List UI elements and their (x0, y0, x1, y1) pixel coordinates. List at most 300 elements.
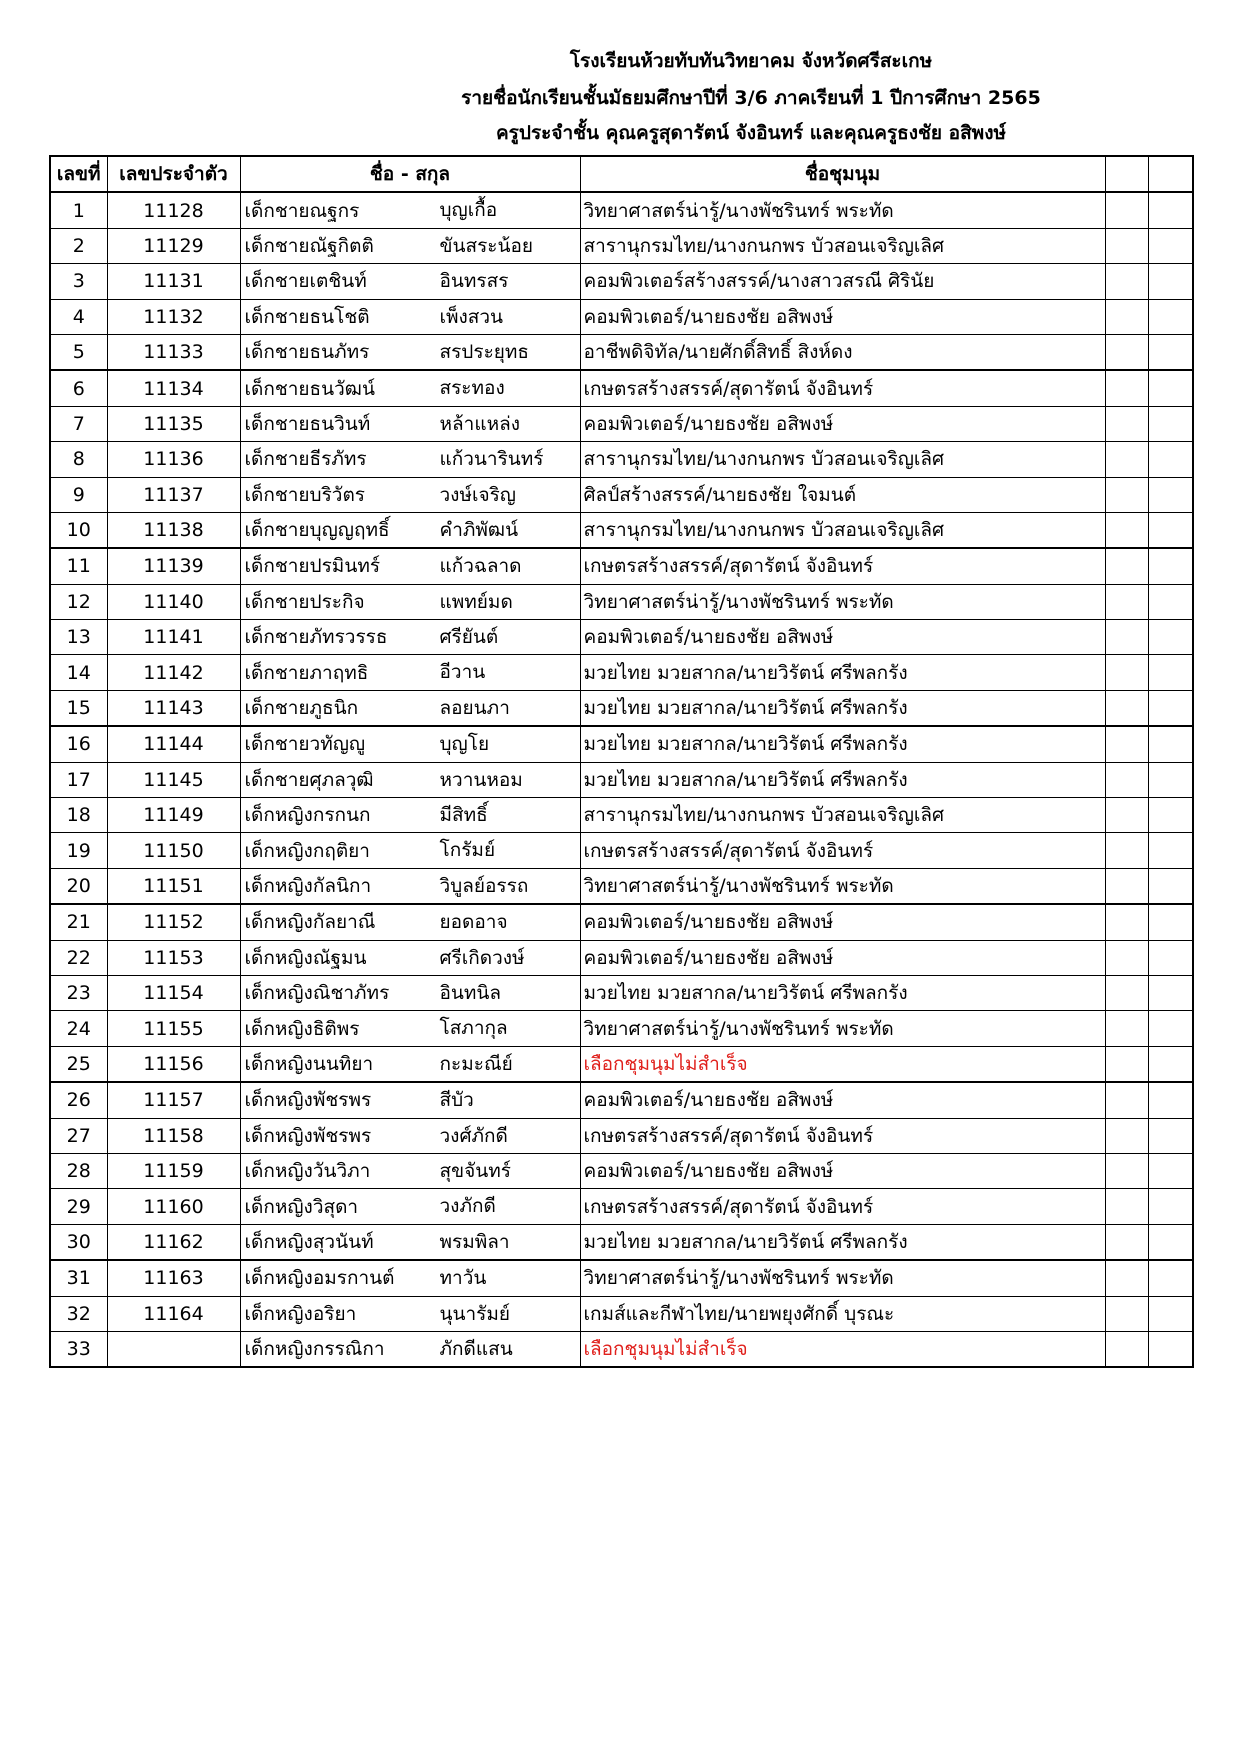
first-name: เด็กชายปรมินทร์ (244, 555, 381, 578)
first-name: เด็กหญิงกรกนก (244, 804, 371, 827)
row-number: 16 (50, 726, 107, 762)
check-cell-1 (1105, 406, 1148, 441)
check-cell-1 (1105, 548, 1148, 584)
student-id: 11129 (107, 228, 240, 263)
club-name: คอมพิวเตอร์/นายธงชัย อสิพงษ์ (580, 1082, 1105, 1118)
club-name: สารานุกรมไทย/นางกนกพร บัวสอนเจริญเลิศ (580, 228, 1105, 263)
first-name: เด็กชายธีรภัทร (244, 448, 367, 471)
check-cell-2 (1148, 406, 1193, 441)
student-name (240, 1296, 580, 1331)
check-cell-1 (1105, 1260, 1148, 1296)
row-number: 15 (50, 690, 107, 726)
club-name: อาชีพดิจิทัล/นายศักดิ์สิทธิ์ สิงห์ดง (580, 334, 1105, 370)
last-name: ยอดอาจ (439, 911, 508, 934)
student-id: 11162 (107, 1224, 240, 1260)
student-name (240, 192, 580, 228)
student-id: 11160 (107, 1189, 240, 1224)
club-name: วิทยาศาสตร์น่ารู้/นางพัชรินทร์ พระทัด (580, 192, 1105, 228)
first-name: เด็กชายธนวินท์ (244, 412, 371, 435)
club-name: มวยไทย มวยสากล/นายวิรัตน์ ศรีพลกรัง (580, 975, 1105, 1010)
student-name (240, 762, 580, 797)
col-header-student-id: เลขประจำตัว (107, 156, 240, 192)
student-name (240, 1189, 580, 1224)
check-cell-1 (1105, 904, 1148, 940)
homeroom-teachers: ครูประจำชั้น คุณครูสุดารัตน์ จังอินทร์ และคุณครูธงชัย อสิพงษ์ (495, 122, 1007, 144)
check-cell-1 (1105, 1118, 1148, 1153)
student-name (240, 1118, 580, 1153)
row-number: 28 (50, 1153, 107, 1188)
check-cell-1 (1105, 264, 1148, 299)
first-name: เด็กชายภัทรวรรธ (244, 626, 388, 649)
table-row (50, 762, 1193, 797)
student-id: 11151 (107, 868, 240, 904)
check-cell-1 (1105, 1224, 1148, 1260)
check-cell-2 (1148, 1331, 1193, 1367)
table-row (50, 690, 1193, 726)
last-name: แพทย์มด (439, 590, 513, 613)
last-name: วงษ์เจริญ (439, 483, 516, 506)
student-id: 11132 (107, 299, 240, 334)
table-row (50, 1153, 1193, 1188)
student-id: 11128 (107, 192, 240, 228)
check-cell-1 (1105, 584, 1148, 619)
first-name: เด็กชายธนภัทร (244, 341, 370, 364)
student-id: 11152 (107, 904, 240, 940)
club-name: คอมพิวเตอร์/นายธงชัย อสิพงษ์ (580, 406, 1105, 441)
student-name (240, 975, 580, 1010)
club-name: คอมพิวเตอร์/นายธงชัย อสิพงษ์ (580, 904, 1105, 940)
check-cell-2 (1148, 334, 1193, 370)
check-cell-2 (1148, 584, 1193, 619)
club-name: เกมส์และกีฬาไทย/นายพยุงศักดิ์ บุรณะ (580, 1296, 1105, 1331)
student-id: 11138 (107, 512, 240, 548)
last-name: แก้วฉลาด (439, 555, 522, 578)
first-name: เด็กชายธนโชติ (244, 305, 370, 328)
student-id: 11133 (107, 334, 240, 370)
table-row (50, 584, 1193, 619)
row-number: 3 (50, 264, 107, 299)
student-name (240, 442, 580, 477)
last-name: วงศ์ภักดี (439, 1124, 508, 1147)
first-name: เด็กชายภาฤทธิ (244, 661, 369, 684)
row-number: 13 (50, 620, 107, 655)
student-id: 11144 (107, 726, 240, 762)
row-number: 5 (50, 334, 107, 370)
check-cell-1 (1105, 1331, 1148, 1367)
check-cell-1 (1105, 726, 1148, 762)
check-cell-1 (1105, 334, 1148, 370)
row-number: 32 (50, 1296, 107, 1331)
last-name: สรประยุทธ (439, 340, 530, 363)
student-id: 11156 (107, 1046, 240, 1082)
last-name: สีบัว (439, 1089, 474, 1112)
col-header-name: ชื่อ - สกุล (240, 156, 580, 192)
row-number: 9 (50, 477, 107, 512)
student-id: 11150 (107, 833, 240, 868)
club-name: วิทยาศาสตร์น่ารู้/นางพัชรินทร์ พระทัด (580, 868, 1105, 904)
club-name: คอมพิวเตอร์/นายธงชัย อสิพงษ์ (580, 620, 1105, 655)
last-name: อินทรสร (439, 270, 509, 293)
last-name: ขันสระน้อย (439, 234, 534, 257)
club-name: มวยไทย มวยสากล/นายวิรัตน์ ศรีพลกรัง (580, 726, 1105, 762)
table-row (50, 264, 1193, 299)
club-name: วิทยาศาสตร์น่ารู้/นางพัชรินทร์ พระทัด (580, 1011, 1105, 1046)
first-name: เด็กหญิงอริยา (244, 1302, 357, 1325)
table-row (50, 1011, 1193, 1046)
class-list-title: รายชื่อนักเรียนชั้นมัธยมศึกษาปีที่ 3/6 ภาคเรียนที่ 1 ปีการศึกษา 2565 (461, 87, 1041, 109)
student-id: 11157 (107, 1082, 240, 1118)
student-id: 11149 (107, 798, 240, 833)
last-name: หวานหอม (439, 768, 523, 791)
check-cell-2 (1148, 655, 1193, 690)
check-cell-1 (1105, 798, 1148, 833)
table-row (50, 406, 1193, 441)
student-name (240, 1153, 580, 1188)
student-id: 11134 (107, 370, 240, 406)
check-cell-2 (1148, 228, 1193, 263)
check-cell-1 (1105, 442, 1148, 477)
row-number: 29 (50, 1189, 107, 1224)
check-cell-1 (1105, 833, 1148, 868)
student-name (240, 868, 580, 904)
check-cell-1 (1105, 655, 1148, 690)
first-name: เด็กชายศุภลวุฒิ (244, 768, 374, 791)
club-name: เกษตรสร้างสรรค์/สุดารัตน์ จังอินทร์ (580, 1189, 1105, 1224)
club-name: สารานุกรมไทย/นางกนกพร บัวสอนเจริญเลิศ (580, 798, 1105, 833)
check-cell-1 (1105, 1046, 1148, 1082)
first-name: เด็กชายเตชินท์ (244, 270, 367, 293)
check-cell-1 (1105, 975, 1148, 1010)
student-name (240, 655, 580, 690)
check-cell-2 (1148, 833, 1193, 868)
club-name: เกษตรสร้างสรรค์/สุดารัตน์ จังอินทร์ (580, 1118, 1105, 1153)
check-cell-2 (1148, 1296, 1193, 1331)
row-number: 24 (50, 1011, 107, 1046)
table-row (50, 299, 1193, 334)
row-number: 14 (50, 655, 107, 690)
school-title: โรงเรียนห้วยทับทันวิทยาคม จังหวัดศรีสะเกษ (569, 50, 933, 72)
last-name: สระทอง (439, 377, 505, 400)
table-row (50, 1118, 1193, 1153)
student-name (240, 1046, 580, 1082)
student-name (240, 1331, 580, 1367)
first-name: เด็กชายประกิจ (244, 590, 365, 613)
check-cell-2 (1148, 1011, 1193, 1046)
club-name: เกษตรสร้างสรรค์/สุดารัตน์ จังอินทร์ (580, 548, 1105, 584)
row-number: 26 (50, 1082, 107, 1118)
row-number: 10 (50, 512, 107, 548)
table-row (50, 975, 1193, 1010)
student-name (240, 690, 580, 726)
last-name: ศรียันต์ (439, 626, 499, 649)
table-row (50, 1260, 1193, 1296)
last-name: วงภักดี (439, 1195, 496, 1218)
club-name: มวยไทย มวยสากล/นายวิรัตน์ ศรีพลกรัง (580, 762, 1105, 797)
first-name: เด็กหญิงอมรกานต์ (244, 1267, 395, 1290)
check-cell-2 (1148, 1046, 1193, 1082)
last-name: นุนารัมย์ (439, 1302, 511, 1325)
row-number: 8 (50, 442, 107, 477)
row-number: 20 (50, 868, 107, 904)
check-cell-2 (1148, 726, 1193, 762)
first-name: เด็กชายบุญญฤทธิ์ (244, 519, 390, 542)
check-cell-1 (1105, 620, 1148, 655)
check-cell-2 (1148, 1153, 1193, 1188)
check-cell-2 (1148, 442, 1193, 477)
first-name: เด็กหญิงวันวิภา (244, 1160, 371, 1183)
student-id: 11139 (107, 548, 240, 584)
check-cell-2 (1148, 299, 1193, 334)
student-name (240, 264, 580, 299)
first-name: เด็กชายภูธนิก (244, 697, 359, 720)
last-name: อีวาน (439, 661, 486, 684)
student-id: 11136 (107, 442, 240, 477)
student-name (240, 1224, 580, 1260)
club-name: วิทยาศาสตร์น่ารู้/นางพัชรินทร์ พระทัด (580, 1260, 1105, 1296)
row-number: 30 (50, 1224, 107, 1260)
student-id: 11137 (107, 477, 240, 512)
row-number: 11 (50, 548, 107, 584)
row-number: 4 (50, 299, 107, 334)
table-row (50, 512, 1193, 548)
club-name: เกษตรสร้างสรรค์/สุดารัตน์ จังอินทร์ (580, 370, 1105, 406)
last-name: แก้วนารินทร์ (439, 448, 544, 471)
check-cell-1 (1105, 868, 1148, 904)
table-row (50, 192, 1193, 228)
first-name: เด็กหญิงกัลยาณี (244, 911, 376, 934)
student-name (240, 477, 580, 512)
check-cell-2 (1148, 762, 1193, 797)
table-row (50, 1331, 1193, 1367)
check-cell-2 (1148, 904, 1193, 940)
student-name (240, 904, 580, 940)
last-name: เพ็งสวน (439, 305, 504, 328)
check-cell-2 (1148, 798, 1193, 833)
row-number: 18 (50, 798, 107, 833)
col-header-blank-2 (1148, 156, 1193, 192)
first-name: เด็กหญิงนนทิยา (244, 1052, 374, 1075)
student-id: 11153 (107, 940, 240, 975)
table-row (50, 655, 1193, 690)
table-row (50, 1189, 1193, 1224)
table-row (50, 334, 1193, 370)
first-name: เด็กชายธนวัฒน์ (244, 377, 375, 400)
student-id: 11145 (107, 762, 240, 797)
check-cell-2 (1148, 1189, 1193, 1224)
table-row (50, 228, 1193, 263)
row-number: 12 (50, 584, 107, 619)
student-name (240, 833, 580, 868)
check-cell-2 (1148, 940, 1193, 975)
first-name: เด็กหญิงพัชรพร (244, 1089, 372, 1112)
check-cell-1 (1105, 1296, 1148, 1331)
first-name: เด็กหญิงสุวนันท์ (244, 1230, 374, 1253)
last-name: บุญเกื้อ (439, 199, 498, 222)
student-name (240, 299, 580, 334)
table-row (50, 442, 1193, 477)
row-number: 25 (50, 1046, 107, 1082)
student-id: 11164 (107, 1296, 240, 1331)
student-id: 11142 (107, 655, 240, 690)
student-id: 11141 (107, 620, 240, 655)
last-name: สุขจันทร์ (439, 1159, 511, 1182)
check-cell-1 (1105, 1153, 1148, 1188)
table-row (50, 1224, 1193, 1260)
check-cell-2 (1148, 548, 1193, 584)
check-cell-1 (1105, 1011, 1148, 1046)
table-row (50, 1082, 1193, 1118)
student-id: 11135 (107, 406, 240, 441)
check-cell-2 (1148, 370, 1193, 406)
check-cell-1 (1105, 299, 1148, 334)
col-header-club: ชื่อชุมนุม (580, 156, 1105, 192)
check-cell-2 (1148, 264, 1193, 299)
student-id (107, 1331, 240, 1367)
check-cell-1 (1105, 762, 1148, 797)
table-row (50, 477, 1193, 512)
first-name: เด็กหญิงกฤติยา (244, 839, 370, 862)
table-row (50, 620, 1193, 655)
student-club-table (49, 155, 1194, 1368)
row-number: 7 (50, 406, 107, 441)
check-cell-1 (1105, 370, 1148, 406)
student-id: 11158 (107, 1118, 240, 1153)
student-name (240, 620, 580, 655)
check-cell-2 (1148, 620, 1193, 655)
table-row (50, 370, 1193, 406)
first-name: เด็กชายวทัญญู (244, 733, 366, 756)
last-name: คำภิพัฒน์ (439, 518, 519, 541)
table-row (50, 1046, 1193, 1082)
check-cell-2 (1148, 512, 1193, 548)
student-id: 11143 (107, 690, 240, 726)
student-name (240, 334, 580, 370)
student-name (240, 1082, 580, 1118)
check-cell-1 (1105, 1189, 1148, 1224)
row-number: 23 (50, 975, 107, 1010)
last-name: ภักดีแสน (439, 1337, 513, 1360)
student-name (240, 228, 580, 263)
table-header-row (50, 156, 1193, 192)
last-name: วิบูลย์อรรถ (439, 874, 529, 897)
last-name: อินทนิล (439, 981, 502, 1004)
row-number: 31 (50, 1260, 107, 1296)
first-name: เด็กชายณัฐกิตติ (244, 234, 374, 257)
check-cell-1 (1105, 477, 1148, 512)
check-cell-1 (1105, 940, 1148, 975)
first-name: เด็กชายณฐกร (244, 199, 360, 222)
first-name: เด็กหญิงกัลนิกา (244, 875, 372, 897)
check-cell-2 (1148, 477, 1193, 512)
first-name: เด็กหญิงณิชาภัทร (244, 982, 390, 1005)
student-name (240, 1260, 580, 1296)
student-name (240, 512, 580, 548)
row-number: 22 (50, 940, 107, 975)
club-name: สารานุกรมไทย/นางกนกพร บัวสอนเจริญเลิศ (580, 512, 1105, 548)
check-cell-2 (1148, 1082, 1193, 1118)
last-name: พรมพิลา (439, 1230, 510, 1253)
row-number: 17 (50, 762, 107, 797)
table-row (50, 1296, 1193, 1331)
check-cell-2 (1148, 192, 1193, 228)
student-name (240, 798, 580, 833)
last-name: ศรีเกิดวงษ์ (439, 946, 525, 969)
first-name: เด็กหญิงณัฐมน (244, 946, 367, 969)
row-number: 6 (50, 370, 107, 406)
club-name: เลือกชุมนุมไม่สำเร็จ (580, 1046, 1105, 1082)
row-number: 27 (50, 1118, 107, 1153)
last-name: กะมะณีย์ (439, 1052, 513, 1075)
last-name: ลอยนภา (439, 696, 510, 719)
last-name: หล้าแหล่ง (439, 412, 521, 435)
table-row (50, 868, 1193, 904)
student-name (240, 726, 580, 762)
last-name: มีสิทธิ์ (439, 804, 488, 827)
student-name (240, 940, 580, 975)
check-cell-2 (1148, 1260, 1193, 1296)
student-name (240, 1011, 580, 1046)
club-name: มวยไทย มวยสากล/นายวิรัตน์ ศรีพลกรัง (580, 690, 1105, 726)
student-name (240, 548, 580, 584)
student-name (240, 584, 580, 619)
student-id: 11131 (107, 264, 240, 299)
row-number: 2 (50, 228, 107, 263)
table-row (50, 726, 1193, 762)
table-row (50, 548, 1193, 584)
student-id: 11159 (107, 1153, 240, 1188)
student-id: 11140 (107, 584, 240, 619)
row-number: 21 (50, 904, 107, 940)
first-name: เด็กชายบริวัตร (244, 483, 366, 506)
row-number: 1 (50, 192, 107, 228)
col-header-number: เลขที่ (50, 156, 107, 192)
check-cell-1 (1105, 690, 1148, 726)
club-name: วิทยาศาสตร์น่ารู้/นางพัชรินทร์ พระทัด (580, 584, 1105, 619)
check-cell-2 (1148, 868, 1193, 904)
club-name: มวยไทย มวยสากล/นายวิรัตน์ ศรีพลกรัง (580, 1224, 1105, 1260)
club-name: คอมพิวเตอร์/นายธงชัย อสิพงษ์ (580, 1153, 1105, 1188)
last-name: ทาวัน (439, 1267, 487, 1290)
club-name: คอมพิวเตอร์สร้างสรรค์/นางสาวสรณี ศิรินัย (580, 264, 1105, 299)
club-name: คอมพิวเตอร์/นายธงชัย อสิพงษ์ (580, 299, 1105, 334)
student-name (240, 370, 580, 406)
table-row (50, 940, 1193, 975)
club-name: คอมพิวเตอร์/นายธงชัย อสิพงษ์ (580, 940, 1105, 975)
last-name: โกรัมย์ (439, 839, 496, 862)
table-row (50, 798, 1193, 833)
last-name: โสภากุล (439, 1017, 508, 1040)
row-number: 33 (50, 1331, 107, 1367)
check-cell-2 (1148, 1224, 1193, 1260)
club-name: สารานุกรมไทย/นางกนกพร บัวสอนเจริญเลิศ (580, 442, 1105, 477)
check-cell-2 (1148, 690, 1193, 726)
club-name: ศิลป์สร้างสรรค์/นายธงชัย ใจมนต์ (580, 477, 1105, 512)
student-id: 11155 (107, 1011, 240, 1046)
club-name: มวยไทย มวยสากล/นายวิรัตน์ ศรีพลกรัง (580, 655, 1105, 690)
check-cell-2 (1148, 1118, 1193, 1153)
first-name: เด็กหญิงกรรณิกา (244, 1338, 385, 1361)
check-cell-2 (1148, 975, 1193, 1010)
check-cell-1 (1105, 1082, 1148, 1118)
check-cell-1 (1105, 228, 1148, 263)
club-name: เกษตรสร้างสรรค์/สุดารัตน์ จังอินทร์ (580, 833, 1105, 868)
last-name: บุญโย (439, 733, 490, 756)
first-name: เด็กหญิงพัชรพร (244, 1124, 372, 1147)
check-cell-1 (1105, 192, 1148, 228)
student-id: 11154 (107, 975, 240, 1010)
table-row (50, 904, 1193, 940)
first-name: เด็กหญิงธิติพร (244, 1017, 360, 1040)
